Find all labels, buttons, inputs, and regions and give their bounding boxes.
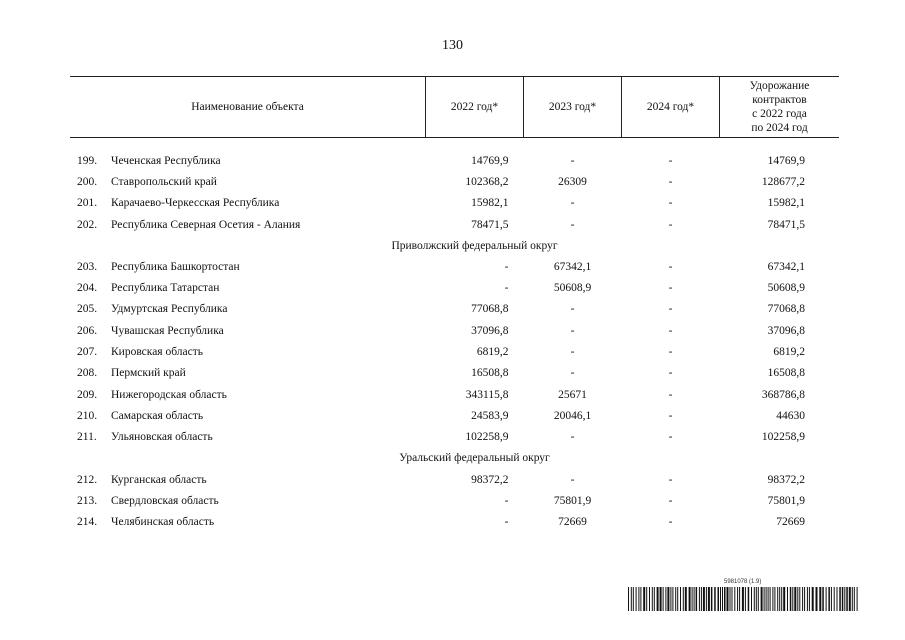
value-total: 72669 [776,516,805,529]
value-2022: 14769,9 [471,154,509,167]
table-row [70,299,839,320]
table-row [70,256,839,277]
value-2022: 15982,1 [471,197,509,210]
value-2023: - [570,473,575,486]
header-total [720,77,840,138]
table-header [70,77,839,138]
value-2024: - [668,260,673,273]
row-name-cell [70,427,426,448]
row-number: 212. [77,473,98,486]
value-total: 75801,9 [767,494,805,507]
value-2023: - [570,324,575,337]
value-2024: - [668,388,673,401]
row-name-cell [70,384,426,405]
table-body [70,138,839,533]
barcode-text: 5981078 (1.9) [724,579,762,585]
value-2023: 26309 [558,175,587,188]
row-name: Чеченская Республика [111,154,221,167]
table-row [70,150,839,171]
row-name-cell [70,320,426,341]
value-total: 44630 [776,409,805,422]
table-row [70,214,839,235]
value-2024: - [668,218,673,231]
value-total: 15982,1 [767,197,805,210]
barcode-image [628,587,858,611]
table-row [70,384,839,405]
header-2023: 2023 год* [524,77,622,138]
value-2022: 102258,9 [465,431,509,444]
value-2022: 77068,8 [471,303,509,316]
row-name: Ставропольский край [111,175,217,188]
row-name-cell [70,299,426,320]
row-name: Кировская область [111,346,204,359]
value-2022: 98372,2 [471,473,509,486]
value-total: 14769,9 [767,154,805,167]
row-name-cell [70,511,426,532]
value-total: 37096,8 [767,324,805,337]
row-name-cell [70,341,426,362]
value-2024: - [668,175,673,188]
value-2023: - [570,367,575,380]
value-2023: 75801,9 [553,494,592,507]
row-number: 201. [77,197,98,210]
row-name-cell [70,150,426,171]
spacer-row [70,138,839,151]
header-total-line: Удорожание [749,80,810,92]
value-2024: - [668,431,673,444]
row-name: Республика Башкортостан [111,260,240,273]
row-name: Чувашская Республика [111,324,224,337]
value-2023: - [570,303,575,316]
header-total-line: контрактов [752,94,807,106]
row-name: Курганская область [111,473,207,486]
value-total: 6819,2 [773,346,805,359]
value-2022: - [504,494,509,507]
value-2024: - [668,346,673,359]
row-number: 206. [77,324,98,337]
value-2024: - [668,516,673,529]
value-2024: - [668,154,673,167]
row-number: 204. [77,282,98,295]
value-2022: 343115,8 [465,388,509,401]
value-2024: - [668,367,673,380]
row-number: 207. [77,346,98,359]
value-total: 128677,2 [761,175,805,188]
row-number: 214. [77,516,98,529]
row-name-cell [70,193,426,214]
data-table-container [70,76,835,533]
row-number: 208. [77,367,98,380]
row-name-cell [70,363,426,384]
value-2022: - [504,282,509,295]
row-number: 209. [77,388,98,401]
value-2022: 37096,8 [471,324,509,337]
value-2023: 20046,1 [553,409,592,422]
row-number: 200. [77,175,98,188]
value-2022: - [504,260,509,273]
row-number: 210. [77,409,98,422]
row-name: Нижегородская область [111,388,227,401]
table-row [70,171,839,192]
table-row [70,277,839,298]
value-2024: - [668,303,673,316]
district-heading: Уральский федеральный округ [399,452,550,465]
value-total: 50608,9 [767,282,805,295]
row-number: 202. [77,218,98,231]
header-total-line: по 2024 год [751,122,808,134]
row-name: Удмуртская Республика [111,303,228,316]
value-2022: - [504,516,509,529]
row-number: 203. [77,260,98,273]
value-2023: - [570,197,575,210]
value-total: 16508,8 [767,367,805,380]
row-number: 211. [77,431,97,444]
table-row [70,427,839,448]
value-2022: 102368,2 [465,175,509,188]
value-2023: 50608,9 [553,282,592,295]
value-2024: - [668,197,673,210]
page-number: 130 [442,38,463,53]
value-2024: - [668,282,673,295]
header-2024: 2024 год* [622,77,720,138]
value-2024: - [668,494,673,507]
table-row [70,320,839,341]
row-number: 205. [77,303,98,316]
table-row [70,341,839,362]
value-2023: 72669 [558,516,587,529]
value-2024: - [668,473,673,486]
row-name: Челябинская область [111,516,215,529]
row-name-cell [70,171,426,192]
row-name-cell [70,277,426,298]
header-total-line: с 2022 года [752,108,807,120]
row-name: Республика Татарстан [111,282,220,295]
row-name: Пермский край [111,367,186,380]
district-heading: Приволжский федеральный округ [391,239,558,252]
value-2024: - [668,409,673,422]
value-total: 368786,8 [761,388,805,401]
row-name-cell [70,256,426,277]
value-2023: 25671 [558,388,587,401]
row-name: Республика Северная Осетия - Алания [111,218,301,231]
value-total: 102258,9 [761,431,805,444]
value-2022: 6819,2 [476,346,509,359]
value-2022: 24583,9 [471,409,509,422]
value-total: 77068,8 [767,303,805,316]
row-number: 213. [77,494,98,507]
value-2024: - [668,324,673,337]
row-name: Ульяновская область [111,431,213,444]
header-2022: 2022 год* [426,77,524,138]
table-row [70,469,839,490]
row-name-cell [70,490,426,511]
table-row [70,193,839,214]
value-total: 67342,1 [767,260,805,273]
value-2023: - [570,154,575,167]
row-name: Самарская область [111,409,204,422]
value-2023: - [570,218,575,231]
row-name-cell [70,405,426,426]
table-row [70,511,839,532]
data-table [70,76,839,533]
row-number: 199. [77,154,98,167]
value-2022: 78471,5 [471,218,509,231]
value-total: 98372,2 [767,473,805,486]
table-row [70,405,839,426]
table-row [70,490,839,511]
value-2023: - [570,346,575,359]
header-name: Наименование объекта [191,101,304,113]
row-name-cell [70,214,426,235]
value-2023: 67342,1 [553,260,592,273]
row-name: Свердловская область [111,494,219,507]
value-total: 78471,5 [767,218,805,231]
table-row [70,363,839,384]
district-heading-row [70,235,839,256]
district-heading-row [70,448,839,469]
value-2022: 16508,8 [471,367,509,380]
value-2023: - [570,431,575,444]
row-name: Карачаево-Черкесская Республика [111,197,280,210]
row-name-cell [70,469,426,490]
